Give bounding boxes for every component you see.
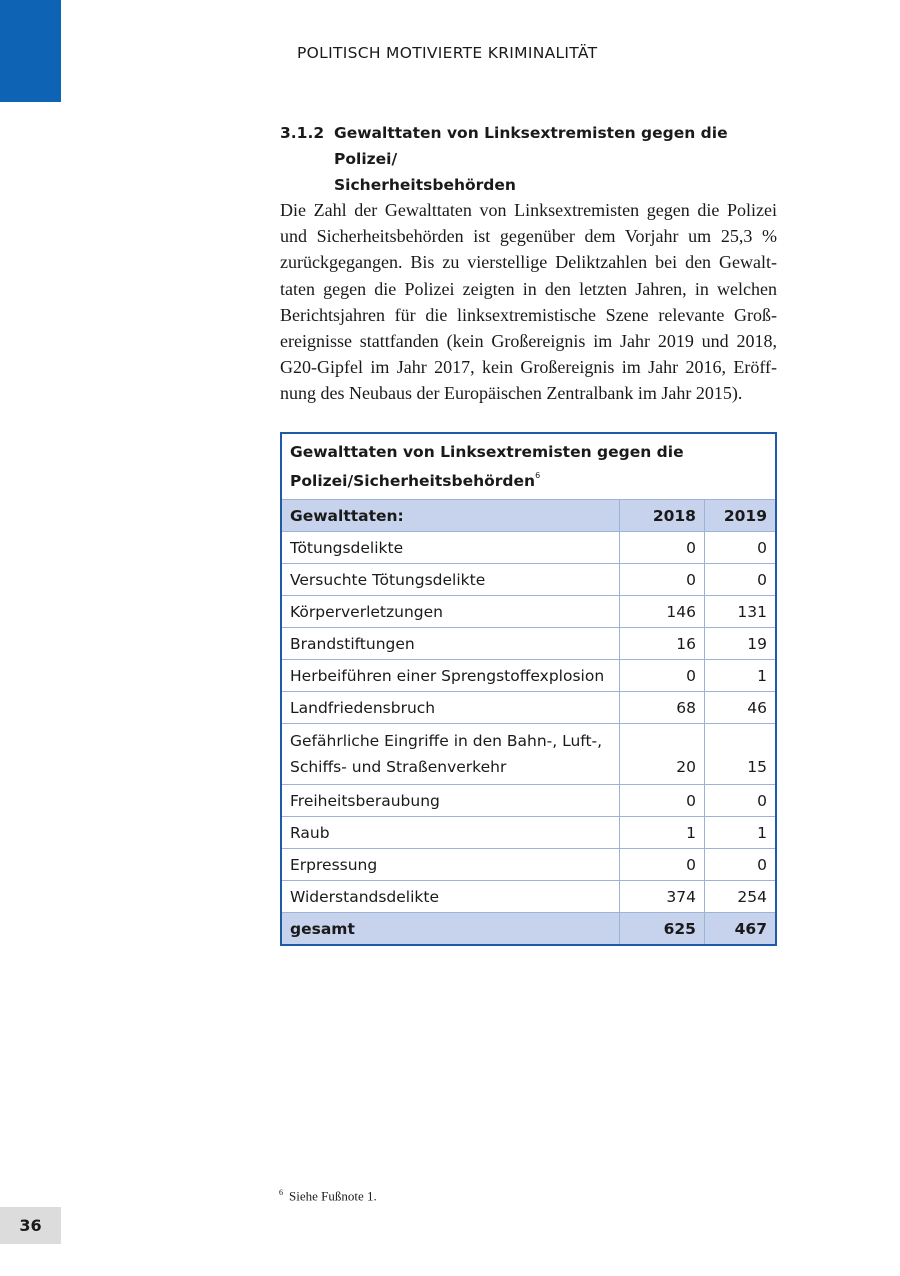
table-caption-row [281,433,776,500]
row-label: Landfriedensbruch [281,692,620,724]
corner-accent-bar [0,0,61,102]
total-2018: 625 [620,913,705,946]
table-header-row [281,500,776,532]
row-label: Widerstandsdelikte [281,881,620,913]
cell-2019: 0 [704,564,776,596]
cell-2019: 0 [704,785,776,817]
cell-2019: 254 [704,881,776,913]
column-header-2018: 2018 [620,500,705,532]
total-2019: 467 [704,913,776,946]
table-row [281,817,776,849]
footnote [279,1188,377,1204]
row-label: Versuchte Tötungsdelikte [281,564,620,596]
cell-2018: 1 [620,817,705,849]
footnote-mark: 6 [279,1188,283,1197]
statistics-table [280,432,777,946]
footnote-text: Siehe Fußnote 1. [289,1188,377,1204]
table-caption-line-1: Gewalttaten von Linksextremisten gegen die [290,443,684,461]
cell-2018: 20 [620,724,705,785]
cell-2019: 15 [704,724,776,785]
row-label-line-1: Gefährliche Eingriffe in den Bahn-, Luft-, [290,732,603,751]
table-row [281,628,776,660]
cell-2018: 146 [620,596,705,628]
row-label: Erpressung [281,849,620,881]
cell-2019: 0 [704,532,776,564]
section-title-line-1: Gewalttaten von Linksextremisten gegen die Polizei/ [334,124,728,168]
row-label: Körperverletzungen [281,596,620,628]
table-row [281,596,776,628]
column-header-label: Gewalttaten: [281,500,620,532]
cell-2018: 0 [620,785,705,817]
cell-2018: 374 [620,881,705,913]
page-number: 36 [0,1207,61,1244]
table-caption-line-2-wrap [290,465,767,494]
table-row [281,692,776,724]
table-row [281,785,776,817]
row-label-line-2: Schiffs- und Straßenverkehr [290,758,507,777]
cell-2019: 46 [704,692,776,724]
table-row [281,532,776,564]
table-caption-line-2: Polizei/Sicherheitsbehörden [290,472,536,491]
row-label [281,724,620,785]
cell-2019: 1 [704,660,776,692]
cell-2018: 16 [620,628,705,660]
cell-2018: 0 [620,564,705,596]
table-caption [281,433,776,500]
cell-2018: 68 [620,692,705,724]
section-title-line-2: Sicherheitsbehörden [334,176,516,194]
cell-2019: 19 [704,628,776,660]
table-total-row [281,913,776,946]
cell-2018: 0 [620,849,705,881]
cell-2019: 131 [704,596,776,628]
row-label: Brandstiftungen [281,628,620,660]
table-row [281,849,776,881]
cell-2018: 0 [620,660,705,692]
cell-2019: 0 [704,849,776,881]
table-row [281,564,776,596]
footnote-reference: 6 [535,471,541,480]
cell-2019: 1 [704,817,776,849]
total-label: gesamt [281,913,620,946]
table-row [281,881,776,913]
row-label: Herbeiführen einer Sprengstoffexplosion [281,660,620,692]
running-header: POLITISCH MOTIVIERTE KRIMINALITÄT [297,44,598,62]
section-title [334,120,764,198]
row-label: Freiheitsberaubung [281,785,620,817]
column-header-2019: 2019 [704,500,776,532]
table-row [281,724,776,785]
body-paragraph: Die Zahl der Gewalttaten von Linksextremisten gegen die Polizei und Sicherheitsbehörden ist gegenüber dem Vorjahr um 25,3 % zurückgegangen. Bis zu vierstellige Deliktzahlen bei den Gewalttaten gegen die Polizei zeigten in den letzten Jahren, in welchen Berichtsjahren für die linksextremistische Szene relevante Großereignisse stattfanden (kein Großereignis im Jahr 2019 und 2018, G20-Gipfel im Jahr 2017, kein Großereignis im Jahr 2016, Eröffnung des Neubaus der Europäischen Zentralbank im Jahr 2015). [280,200,777,404]
cell-2018: 0 [620,532,705,564]
row-label: Tötungsdelikte [281,532,620,564]
row-label: Raub [281,817,620,849]
section-number: 3.1.2 [280,124,325,142]
table-row [281,660,776,692]
